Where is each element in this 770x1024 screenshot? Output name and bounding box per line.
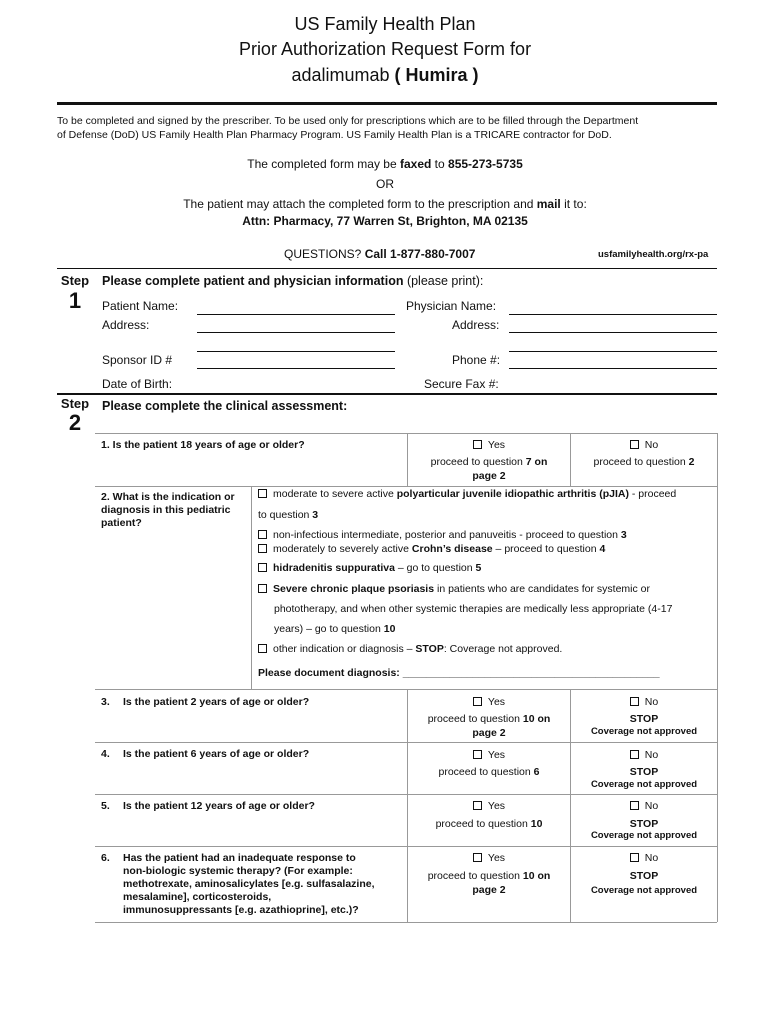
step2-number: 2 — [68, 410, 82, 435]
q1-no-note: proceed to question 2 — [593, 456, 695, 468]
q2-option-uveitis[interactable]: non-infectious intermediate, posterior and panuveitis - proceed to question 3 — [258, 528, 716, 542]
checkbox-icon[interactable] — [473, 801, 482, 810]
q5-yes-option[interactable]: Yes — [408, 799, 570, 813]
checkbox-icon[interactable] — [258, 644, 267, 653]
checkbox-icon[interactable] — [473, 750, 482, 759]
q4-text: Is the patient 6 years of age or older? — [123, 748, 310, 760]
step2-label: Step — [60, 396, 90, 411]
phone-field[interactable] — [509, 368, 717, 369]
step1-heading: Please complete patient and physician information (please print): — [102, 274, 484, 288]
q5-text: Is the patient 12 years of age or older? — [123, 800, 315, 812]
step1-label: Step — [60, 273, 90, 288]
step1-number: 1 — [68, 288, 82, 313]
intro-line1: To be completed and signed by the prescriber. To be used only for prescriptions which are to be filled through the Department — [57, 115, 639, 127]
patient-name-field[interactable] — [197, 314, 395, 315]
intro-line2: of Defense (DoD) US Family Health Plan Pharmacy Program. US Family Health Plan is a TRICARE contractor for DoD. — [57, 129, 612, 141]
table-row-border — [95, 846, 717, 847]
checkbox-icon[interactable] — [258, 544, 267, 553]
fax-number: 855-273-5735 — [448, 157, 523, 171]
q2-option-psoriasis-line3: years) – go to question 10 — [274, 623, 396, 635]
q2-option-pjia[interactable]: moderate to severe active polyarticular juvenile idiopathic arthritis (pJIA) - proceed — [258, 487, 716, 501]
physician-address-field[interactable] — [509, 332, 717, 333]
q6-no-option[interactable]: No — [571, 851, 717, 865]
table-border-top — [95, 433, 717, 434]
q3-yes-note: proceed to question 10 on page 2 — [427, 713, 551, 739]
q2-text: 2. What is the indication or diagnosis in this pediatric patient? — [101, 491, 235, 529]
q3-number: 3. — [101, 696, 110, 708]
patient-address-field[interactable] — [197, 332, 395, 333]
q4-no-stop: STOP — [629, 766, 659, 778]
table-row-border — [95, 794, 717, 795]
checkbox-icon[interactable] — [473, 853, 482, 862]
checkbox-icon[interactable] — [473, 697, 482, 706]
q6-yes-note: proceed to question 10 on page 2 — [427, 870, 551, 896]
q3-no-option[interactable]: No — [571, 695, 717, 709]
q3-no-stop: STOP — [629, 713, 659, 725]
phone-label: Phone #: — [452, 353, 501, 367]
q5-no-stop: STOP — [629, 818, 659, 830]
q1-yes-option[interactable]: Yes — [408, 438, 570, 452]
mail-address: Attn: Pharmacy, 77 Warren St, Brighton, MA 02135 — [242, 214, 528, 228]
q6-text: Has the patient had an inadequate response to non-biologic systemic therapy? (For example: methotrexate, aminosalicylates [e.g. sulfasalazine, mesalamine], corticosteroids, immunosuppressants [e.g. azathioprine], etc.)? — [123, 852, 375, 916]
q4-number: 4. — [101, 748, 110, 760]
patient-address-field-2[interactable] — [197, 351, 395, 352]
checkbox-icon[interactable] — [630, 750, 639, 759]
table-row-border — [95, 742, 717, 743]
q5-no-option[interactable]: No — [571, 799, 717, 813]
q5-yes-note: proceed to question 10 — [435, 818, 543, 830]
checkbox-icon[interactable] — [258, 489, 267, 498]
q3-yes-option[interactable]: Yes — [408, 695, 570, 709]
sponsor-id-label: Sponsor ID # — [102, 353, 173, 367]
q4-no-option[interactable]: No — [571, 748, 717, 762]
form-title-line3 — [0, 63, 770, 87]
step2-heading: Please complete the clinical assessment: — [102, 399, 348, 413]
or-text: OR — [376, 177, 394, 191]
checkbox-icon[interactable] — [258, 530, 267, 539]
q4-no-note: Coverage not approved — [590, 779, 698, 790]
phone-number: Call 1-877-880-7007 — [364, 247, 476, 261]
q1-no-option[interactable]: No — [571, 438, 717, 452]
q6-yes-option[interactable]: Yes — [408, 851, 570, 865]
sponsor-id-field[interactable] — [197, 368, 395, 369]
table-border-right — [717, 433, 718, 922]
q1-text: 1. Is the patient 18 years of age or older? — [101, 439, 305, 451]
form-title-line2: Prior Authorization Request Form for — [238, 39, 532, 59]
dob-label: Date of Birth: — [102, 377, 173, 391]
drug-generic-name: adalimumab — [291, 65, 390, 85]
step2-divider — [57, 393, 717, 395]
q2-option-crohns[interactable]: moderately to severely active Crohn’s disease – proceed to question 4 — [258, 542, 716, 556]
checkbox-icon[interactable] — [630, 440, 639, 449]
col-divider — [251, 486, 252, 689]
q4-yes-option[interactable]: Yes — [408, 748, 570, 762]
q6-no-stop: STOP — [629, 870, 659, 882]
patient-name-label: Patient Name: — [102, 299, 179, 313]
form-title-line1: US Family Health Plan — [294, 14, 476, 34]
q5-number: 5. — [101, 800, 110, 812]
q1-yes-note: proceed to question 7 on page 2 — [430, 456, 548, 482]
q2-option-pjia-line2: to question 3 — [258, 509, 319, 521]
mail-instructions: The patient may attach the completed form to the prescription and mail it to: — [183, 197, 587, 211]
checkbox-icon[interactable] — [630, 801, 639, 810]
table-row-border — [95, 689, 717, 690]
checkbox-icon[interactable] — [258, 584, 267, 593]
checkbox-icon[interactable] — [630, 697, 639, 706]
patient-address-label: Address: — [102, 318, 150, 332]
step1-divider — [57, 268, 717, 269]
checkbox-icon[interactable] — [473, 440, 482, 449]
q2-option-psoriasis-line2: phototherapy, and when other systemic therapies are medically less appropriate (4-17 — [274, 603, 673, 615]
q2-document-diagnosis-field[interactable]: Please document diagnosis: ____________________________________________ — [258, 667, 660, 679]
q6-no-note: Coverage not approved — [590, 885, 698, 896]
questions-line: QUESTIONS? Call 1-877-880-7007 — [284, 247, 476, 261]
physician-address-field-2[interactable] — [509, 351, 717, 352]
header-divider — [57, 102, 717, 105]
intro-text — [57, 114, 717, 142]
q3-no-note: Coverage not approved — [590, 726, 698, 737]
checkbox-icon[interactable] — [630, 853, 639, 862]
q5-no-note: Coverage not approved — [590, 830, 698, 841]
secure-fax-label: Secure Fax #: — [424, 377, 499, 391]
q4-yes-note: proceed to question 6 — [438, 766, 540, 778]
physician-name-field[interactable] — [509, 314, 717, 315]
q2-option-hidradenitis[interactable]: hidradenitis suppurativa – go to question 5 — [258, 561, 716, 575]
checkbox-icon[interactable] — [258, 563, 267, 572]
drug-brand-name: ( Humira ) — [394, 65, 479, 85]
physician-name-label: Physician Name: — [406, 299, 497, 313]
q3-text: Is the patient 2 years of age or older? — [123, 696, 310, 708]
fax-instructions: The completed form may be faxed to 855-273-5735 — [247, 157, 523, 171]
physician-address-label: Address: — [452, 318, 500, 332]
q6-number: 6. — [101, 852, 110, 864]
website-link[interactable]: usfamilyhealth.org/rx-pa — [598, 249, 709, 260]
q2-option-other[interactable]: other indication or diagnosis – STOP: Coverage not approved. — [258, 642, 716, 656]
table-border-bottom — [95, 922, 717, 923]
q2-option-psoriasis[interactable]: Severe chronic plaque psoriasis in patients who are candidates for systemic or — [258, 582, 716, 596]
